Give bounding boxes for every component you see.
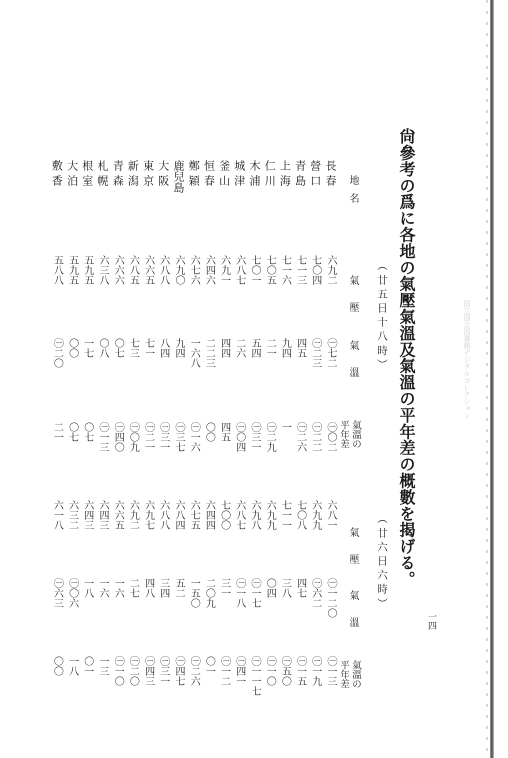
- temp-diff-2-cell: 一三: [97, 656, 108, 676]
- place-cell: 長春: [324, 160, 337, 190]
- temperature-1-cell: 一七: [81, 338, 93, 358]
- header-diff-2a: 氣溫の: [350, 660, 361, 689]
- temp-diff-1-cell: ㊀二六: [294, 422, 306, 452]
- temperature-1-cell: ㊀七二: [325, 338, 336, 368]
- place-cell: 大泊: [65, 160, 79, 190]
- page-number: 一四: [426, 612, 436, 630]
- temperature-1-cell: 〇八: [97, 338, 108, 358]
- pressure-2-cell: 六六五: [112, 500, 124, 530]
- temp-diff-1-cell: 〇七: [66, 422, 78, 442]
- place-cell: 上海: [278, 160, 292, 190]
- temperature-2-cell: 五二: [173, 578, 184, 598]
- temperature-1-cell: 二二三: [203, 338, 215, 368]
- temperature-1-cell: 五四: [249, 338, 260, 358]
- temp-diff-1-cell: ㊀一三: [97, 422, 108, 452]
- pressure-1-cell: 六九一: [218, 255, 230, 285]
- place-cell: 青島: [293, 160, 307, 190]
- pressure-1-cell: 六六五: [142, 255, 154, 285]
- pressure-1-cell: 五九五: [81, 255, 93, 285]
- temp-diff-1-cell: ㊀二一: [142, 422, 154, 452]
- temp-diff-2-cell: ㊀一三: [325, 656, 336, 686]
- pressure-2-cell: 六八七: [233, 500, 245, 530]
- temp-diff-1-cell: ㊀〇二: [325, 422, 336, 452]
- pressure-2-cell: 六九九: [264, 500, 276, 530]
- temp-diff-1-cell: ㊀一六: [188, 422, 200, 452]
- pressure-2-cell: 六九七: [142, 500, 154, 530]
- temperature-1-cell: 九四: [173, 338, 184, 358]
- pressure-1-cell: 七一三: [294, 255, 306, 285]
- temp-diff-2-cell: 〇一: [203, 656, 215, 676]
- temp-diff-2-cell: 〇〇: [51, 656, 63, 676]
- pressure-2-cell: 六一八: [51, 500, 63, 530]
- place-cell: 敷香: [50, 160, 64, 190]
- temp-diff-1-cell: ㊀〇九: [127, 422, 139, 452]
- pressure-2-cell: 七一一: [279, 500, 291, 530]
- temp-diff-2-cell: ㊀二六: [188, 656, 200, 686]
- pressure-1-cell: 五八八: [51, 255, 63, 285]
- temperature-2-cell: 三一: [218, 578, 230, 598]
- temp-diff-2-cell: ㊀四七: [173, 656, 184, 686]
- pressure-2-cell: 六三二: [66, 500, 78, 530]
- place-cell: 東京: [141, 160, 155, 190]
- pressure-2-cell: 六九九: [309, 500, 321, 530]
- pressure-1-cell: 七〇四: [309, 255, 321, 285]
- temperature-2-cell: 一六: [112, 578, 124, 598]
- place-cell: 恒春: [202, 160, 216, 190]
- temperature-1-cell: 四四: [218, 338, 230, 358]
- pressure-1-cell: 五九五: [66, 255, 78, 285]
- temp-diff-2-cell: ㊀一一七: [249, 656, 260, 696]
- temp-diff-1-cell: 二一: [51, 422, 63, 442]
- temp-diff-1-cell: ㊀三一: [157, 422, 169, 452]
- pressure-2-cell: 六八八: [157, 500, 169, 530]
- temperature-2-cell: 四七: [294, 578, 306, 598]
- observation-time-1: （廿五日十八時）: [376, 260, 388, 373]
- temp-diff-1-cell: 一: [279, 422, 291, 432]
- temp-diff-2-cell: 〇一: [81, 656, 93, 676]
- temperature-2-cell: 一五〇: [188, 578, 200, 608]
- header-temperature-2: 氣溫: [347, 590, 358, 644]
- temperature-1-cell: ㊀二三: [309, 338, 321, 368]
- pressure-2-cell: 六九八: [249, 500, 260, 530]
- observation-time-2: （廿六日六時）: [376, 513, 388, 612]
- temp-diff-1-cell: ㊀三一: [249, 422, 260, 452]
- pressure-2-cell: 六四三: [97, 500, 108, 530]
- pressure-1-cell: 七一六: [279, 255, 291, 285]
- place-cell: 城津: [232, 160, 246, 190]
- pressure-2-cell: 七〇〇: [218, 500, 230, 530]
- place-cell: 大阪: [156, 160, 170, 190]
- pressure-2-cell: 六四三: [81, 500, 93, 530]
- temp-diff-2-cell: ㊀一〇: [264, 656, 276, 686]
- temp-diff-1-cell: 四五: [218, 422, 230, 442]
- pressure-1-cell: 六八八: [157, 255, 169, 285]
- temp-diff-2-cell: ㊀三一: [157, 656, 169, 686]
- pressure-1-cell: 六四六: [203, 255, 215, 285]
- place-cell: 營口: [308, 160, 322, 190]
- temperature-2-cell: ㊀六三: [51, 578, 63, 608]
- place-cell: 鹿兒島: [172, 160, 185, 193]
- pressure-1-cell: 六九〇: [173, 255, 184, 285]
- header-diff-2b: 平年差: [338, 660, 349, 689]
- temp-diff-2-cell: ㊀四一: [233, 656, 245, 686]
- temp-diff-1-cell: ㊀二二: [309, 422, 321, 452]
- temp-diff-2-cell: 一八: [66, 656, 78, 676]
- temperature-2-cell: 四八: [142, 578, 154, 598]
- temperature-2-cell: 二〇九: [203, 578, 215, 608]
- temperature-2-cell: ㊀一二〇: [325, 578, 336, 618]
- pressure-1-cell: 六三八: [97, 255, 108, 285]
- pressure-2-cell: 七〇八: [294, 500, 306, 530]
- page-edge-marks: [486, 0, 488, 758]
- pressure-1-cell: 六七六: [188, 255, 200, 285]
- temperature-2-cell: 三八: [279, 578, 291, 598]
- temperature-2-cell: 一八: [81, 578, 93, 598]
- temp-diff-2-cell: ㊀一二: [218, 656, 230, 686]
- pressure-1-cell: 六九二: [325, 255, 336, 285]
- temp-diff-1-cell: ㊀二九: [264, 422, 276, 452]
- header-temperature-1: 氣溫: [347, 340, 358, 394]
- temp-diff-2-cell: ㊀四三: [142, 656, 154, 686]
- temperature-1-cell: 〇七: [112, 338, 124, 358]
- temp-diff-2-cell: ㊀一〇: [112, 656, 124, 686]
- place-cell: 根室: [80, 160, 94, 190]
- temperature-1-cell: 〇〇: [66, 338, 78, 358]
- temperature-1-cell: 八四: [157, 338, 169, 358]
- temperature-1-cell: 七一: [142, 338, 154, 358]
- temp-diff-2-cell: ㊀一九: [309, 656, 321, 686]
- temperature-2-cell: 〇四: [264, 578, 276, 598]
- temp-diff-1-cell: ㊀三七: [173, 422, 184, 452]
- place-cell: 新潟: [126, 160, 140, 190]
- header-pressure-2: 氣壓: [347, 527, 358, 581]
- place-cell: 木浦: [248, 160, 261, 190]
- place-cell: 鄭穎: [187, 160, 201, 190]
- pressure-2-cell: 六八一: [325, 500, 336, 530]
- temperature-1-cell: 四五: [294, 338, 306, 358]
- pressure-2-cell: 六八四: [173, 500, 184, 530]
- temperature-1-cell: 二一: [264, 338, 276, 358]
- temperature-1-cell: 七三: [127, 338, 139, 358]
- temp-diff-2-cell: ㊀五〇: [279, 656, 291, 686]
- page-edge-shadow: [490, 0, 494, 758]
- header-place: 地名: [347, 175, 358, 211]
- header-diff-1b: 平年差: [338, 420, 349, 449]
- temp-diff-2-cell: ㊀一五: [294, 656, 306, 686]
- pressure-1-cell: 六六六: [112, 255, 124, 285]
- header-pressure-1: 氣壓: [347, 275, 358, 329]
- pressure-1-cell: 六八七: [233, 255, 245, 285]
- header-diff-1a: 氣溫の: [350, 420, 361, 449]
- temp-diff-1-cell: 〇〇: [203, 422, 215, 442]
- temperature-2-cell: 一六: [97, 578, 108, 598]
- place-cell: 札幌: [96, 160, 109, 190]
- pressure-2-cell: 六四四: [203, 500, 215, 530]
- place-cell: 仁川: [263, 160, 277, 190]
- pressure-1-cell: 七〇一: [249, 255, 260, 285]
- place-cell: 青森: [111, 160, 125, 190]
- temperature-1-cell: 一六八: [188, 338, 200, 368]
- temp-diff-1-cell: ㊀〇四: [233, 422, 245, 452]
- pressure-2-cell: 六七五: [188, 500, 200, 530]
- temp-diff-1-cell: ㊀四〇: [112, 422, 124, 452]
- temperature-1-cell: 九四: [279, 338, 291, 358]
- pressure-1-cell: 六八五: [127, 255, 139, 285]
- page-title: 尙參考の爲に各地の氣壓氣溫及氣溫の平年差の概數を揭げる。: [397, 128, 416, 588]
- temperature-2-cell: ㊀〇六: [66, 578, 78, 608]
- temp-diff-2-cell: ㊀二〇: [127, 656, 139, 686]
- temperature-2-cell: ㊀六二: [309, 578, 321, 608]
- temp-diff-1-cell: 〇七: [81, 422, 93, 442]
- library-watermark: 国立国会図書館デジタルコレクション: [463, 300, 471, 419]
- temperature-2-cell: ㊀一七: [249, 578, 260, 608]
- temperature-1-cell: 二六: [233, 338, 245, 358]
- temperature-2-cell: ㊀一八: [233, 578, 245, 608]
- pressure-2-cell: 六九二: [127, 500, 139, 530]
- temperature-1-cell: ㊀二〇: [51, 338, 63, 368]
- temperature-2-cell: 三四: [157, 578, 169, 598]
- pressure-1-cell: 七〇五: [264, 255, 276, 285]
- temperature-2-cell: 二七: [127, 578, 139, 598]
- place-cell: 釜山: [217, 160, 231, 190]
